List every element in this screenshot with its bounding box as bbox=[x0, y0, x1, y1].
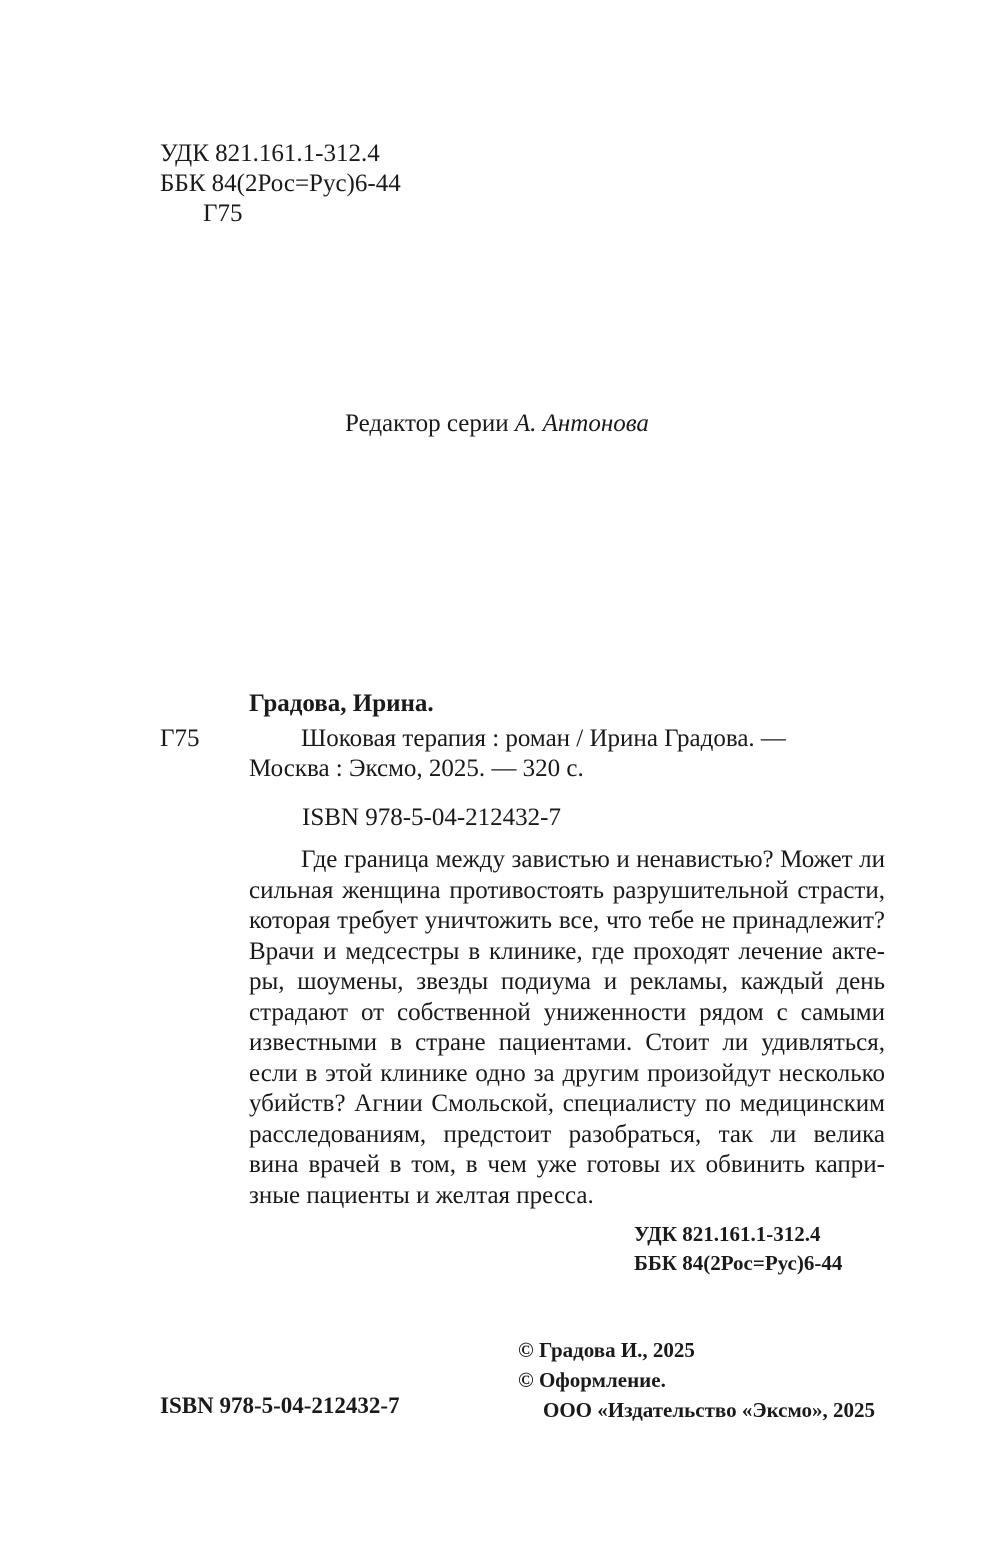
annotation-line: расследованиям, предстоит разобраться, так ли велика bbox=[249, 1120, 885, 1148]
copyright-design: © Оформление. bbox=[518, 1368, 666, 1392]
record-author-mark: Г75 bbox=[160, 725, 200, 752]
annotation-line: вина врачей в том, в чем уже готовы их обвинить капри- bbox=[249, 1151, 885, 1178]
copyright-block bbox=[518, 1335, 875, 1425]
udk-code-bottom: УДК 821.161.1-312.4 bbox=[634, 1222, 821, 1246]
imprint-line: Москва : Эксмо, 2025. — 320 с. bbox=[249, 755, 584, 782]
udk-code: УДК 821.161.1-312.4 bbox=[160, 140, 380, 167]
bbk-code: ББК 84(2Рос=Рус)6-44 bbox=[160, 170, 401, 197]
bbk-code-bottom: ББК 84(2Рос=Рус)6-44 bbox=[634, 1251, 843, 1275]
copyright-publisher: ООО «Издательство «Эксмо», 2025 bbox=[543, 1398, 876, 1422]
author-mark: Г75 bbox=[203, 200, 243, 227]
record-author: Градова, Ирина. bbox=[249, 690, 434, 717]
title-line: Шоковая терапия : роман / Ирина Градова. — bbox=[301, 725, 786, 752]
classification-top bbox=[160, 139, 401, 229]
annotation-line: которая требует уничтожить все, что тебе не принадлежит? bbox=[249, 907, 885, 934]
annotation-line: страдают от собственной униженности рядом с самыми bbox=[249, 998, 885, 1026]
annotation-line: ры, шоумены, звезды подиума и рекламы, каждый день bbox=[249, 968, 885, 995]
bibliographic-record bbox=[249, 724, 889, 784]
annotation-line: убийств? Агнии Смольской, специалисту по медицинским bbox=[249, 1090, 885, 1117]
annotation-line: Где граница между завистью и ненавистью? Может ли bbox=[301, 846, 885, 873]
isbn-bottom: ISBN 978-5-04-212432-7 bbox=[160, 1393, 400, 1418]
series-editor-name: А. Антонова bbox=[514, 410, 649, 437]
copyright-author: © Градова И., 2025 bbox=[518, 1338, 695, 1362]
annotation-line: Врачи и медсестры в клинике, где проходят лечение акте- bbox=[249, 937, 885, 965]
annotation bbox=[249, 845, 885, 1211]
annotation-line: сильная женщина противостоять разрушительной страсти, bbox=[249, 876, 885, 904]
classification-bottom bbox=[634, 1220, 842, 1278]
series-editor-label: Редактор серии bbox=[345, 410, 509, 437]
annotation-line: известными в стране пациентами. Стоит ли удивляться, bbox=[249, 1029, 885, 1056]
series-editor bbox=[345, 409, 649, 439]
record-isbn: ISBN 978-5-04-212432-7 bbox=[302, 804, 562, 831]
annotation-line: зные пациенты и желтая пресса. bbox=[249, 1181, 594, 1209]
annotation-line: если в этой клинике одно за другим произойдут несколько bbox=[249, 1059, 885, 1087]
